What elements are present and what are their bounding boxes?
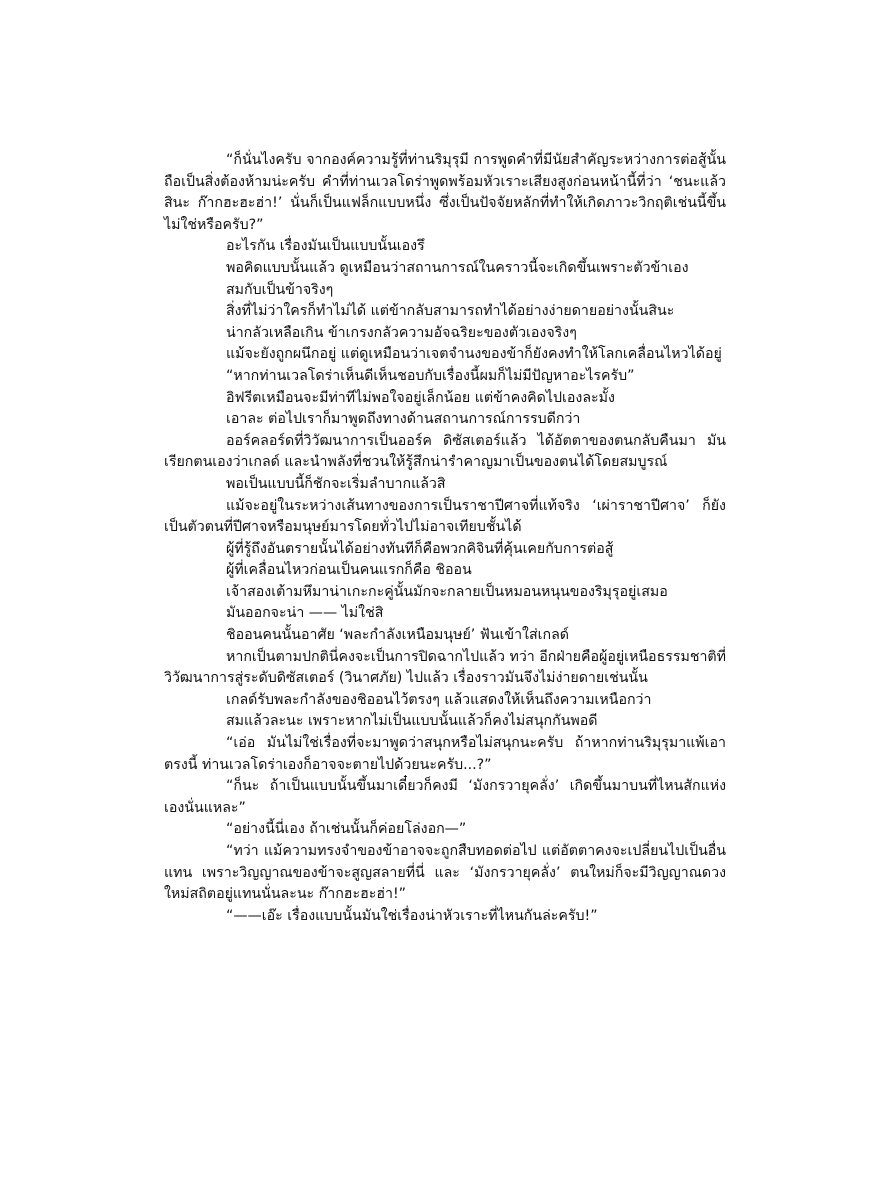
text-line: เกลด์รับพละกำลังของชิออนไว้ตรงๆ แล้วแสดงให้เห็นถึงความเหนือกว่า (226, 691, 652, 708)
text-line: น่ากลัวเหลือเกิน ข้าเกรงกลัวความอัจฉริยะของตัวเองจริงๆ (226, 324, 577, 341)
text-line: ผู้ที่เคลื่อนไหวก่อนเป็นคนแรกก็คือ ชิออน (226, 562, 472, 579)
text-line: เอาละ ต่อไปเราก็มาพูดถึงทางด้านสถานการณ์การรบดีกว่า (226, 411, 581, 428)
text-line: อะไรกัน เรื่องมันเป็นแบบนั้นเองรึ (226, 238, 425, 255)
text-line: “——เอ๊ะ เรื่องแบบนั้นมันใช่เรื่องน่าหัวเราะที่ไหนกันล่ะครับ!” (226, 907, 598, 924)
text-line: สิ่งที่ไม่ว่าใครก็ทำไม่ได้ แต่ข้ากลับสามารถทำได้อย่างง่ายดายอย่างนั้นสินะ (226, 303, 675, 320)
paragraph: ออร์คลอร์ดที่วิวัฒนาการเป็นออร์ค ดิซัสเตอร์แล้ว ได้อัตตาของตนกลับคืนมา มันเรียกตนเองว่าเกลด์ และนำพลังที่ชวนให้รู้สึกน่ารำคาญมาเป็นของตนได้โดยสมบูรณ์ (164, 432, 726, 471)
paragraph: “ก็นะ ถ้าเป็นแบบนั้นขึ้นมาเดี๋ยวก็คงมี ‘มังกรวายุคลั่ง’ เกิดขึ้นมาบนที่ไหนสักแห่งเองนั่นแหละ” (164, 778, 726, 816)
text-line: สมกับเป็นข้าจริงๆ (226, 281, 334, 298)
paragraph: “เอ่อ มันไม่ใช่เรื่องที่จะมาพูดว่าสนุกหรือไม่สนุกนะครับ ถ้าหากท่านริมุรุมาแพ้เอาตรงนี้ ท่านเวลโดร่าเองก็อาจจะตายไปด้วยนะครับ...?” (164, 735, 726, 773)
text-line: มันออกจะน่า —— ไม่ใช่สิ (226, 605, 384, 622)
text-line: “อย่างนี้นี่เอง ถ้าเช่นนั้นก็ค่อยโล่งอก—” (226, 821, 467, 838)
text-line: ชิออนคนนั้นอาศัย ‘พละกำลังเหนือมนุษย์’ ฟันเข้าใส่เกลด์ (226, 627, 569, 644)
paragraph: “ก็นั่นไงครับ จากองค์ความรู้ที่ท่านริมุรุมี การพูดคำที่มีนัยสำคัญระหว่างการต่อสู้นั้นถือเป็นสิ่งต้องห้ามน่ะครับ คำที่ท่านเวลโดร่าพูดพร้อมหัวเราะเสียงสูงก่อนหน้านี้ที่ว่า ‘ชนะแล้วสินะ ก๊ากฮะฮะฮ่า!’ นั่นก็เป็นแฟล็กแบบหนึ่ง ซึ่งเป็นปัจจัยหลักที่ทำให้เกิดภาวะวิกฤติเช่นนี้ขึ้นไม่ใช่หรือครับ?” (164, 152, 726, 233)
body-text (164, 150, 726, 927)
text-line: พอเป็นแบบนี้ก็ชักจะเริ่มลำบากแล้วสิ (226, 475, 446, 492)
paragraph: หากเป็นตามปกตินี่คงจะเป็นการปิดฉากไปแล้ว ทว่า อีกฝ่ายคือผู้อยู่เหนือธรรมชาติที่วิวัฒนาการสู่ระดับดิซัสเตอร์ (วินาศภัย) ไปแล้ว เรื่องราวมันจึงไม่ง่ายดายเช่นนั้น (164, 648, 726, 687)
text-line: สมแล้วละนะ เพราะหากไม่เป็นแบบนั้นแล้วก็คงไม่สนุกกันพอดี (226, 713, 598, 730)
text-line: ผู้ที่รู้ถึงอันตรายนั้นได้อย่างทันทีก็คือพวกคิจินที่คุ้นเคยกับการต่อสู้ (226, 540, 614, 557)
text-line: อิฟรีตเหมือนจะมีท่าทีไม่พอใจอยู่เล็กน้อย แต่ข้าคงคิดไปเองละมั้ง (226, 389, 615, 406)
text-line: “หากท่านเวลโดร่าเห็นดีเห็นชอบกับเรื่องนี้ผมก็ไม่มีปัญหาอะไรครับ” (226, 367, 635, 384)
text-line: พอคิดแบบนั้นแล้ว ดูเหมือนว่าสถานการณ์ในคราวนี้จะเกิดขึ้นเพราะตัวข้าเอง (226, 259, 689, 276)
text-line: เจ้าสองเต้ามหึมาน่าเกะกะคู่นั้นมักจะกลายเป็นหมอนหนุนของริมุรุอยู่เสมอ (226, 583, 668, 600)
text-line: แม้จะยังถูกผนึกอยู่ แต่ดูเหมือนว่าเจตจำนงของข้าก็ยังคงทำให้โลกเคลื่อนไหวได้อยู่ (226, 346, 722, 363)
paragraph: “ทว่า แม้ความทรงจำของข้าอาจจะถูกสืบทอดต่อไป แต่อัตตาคงจะเปลี่ยนไปเป็นอื่นแทน เพราะวิญญาณของข้าจะสูญสลายที่นี่ และ ‘มังกรวายุคลั่ง’ ตนใหม่ก็จะมีวิญญาณดวงใหม่สถิตอยู่แทนนั่นละนะ ก๊ากฮะฮะฮ่า!” (164, 843, 726, 903)
paragraph: แม้จะอยู่ในระหว่างเส้นทางของการเป็นราชาปีศาจที่แท้จริง ‘เผ่าราชาปีศาจ’ ก็ยังเป็นตัวตนที่ปีศาจหรือมนุษย์มารโดยทั่วไปไม่อาจเทียบชั้นได้ (164, 497, 726, 536)
